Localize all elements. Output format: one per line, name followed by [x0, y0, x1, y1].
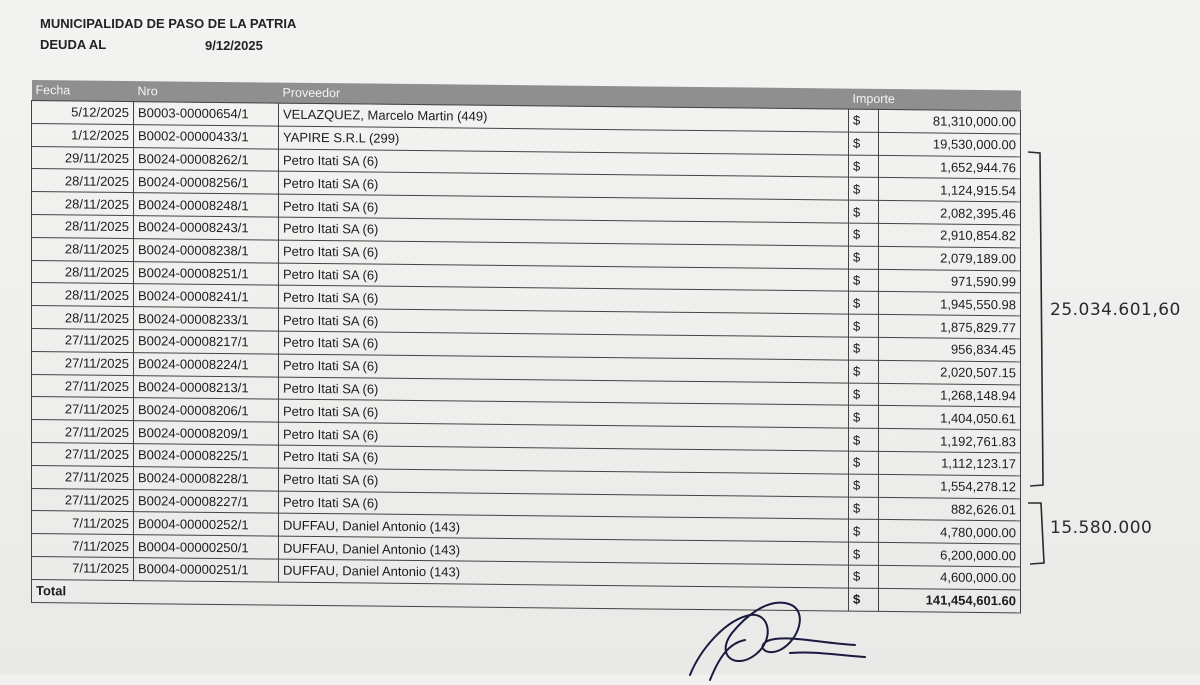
cell-currency: $: [849, 109, 879, 132]
cell-nro: B0004-00000250/1: [134, 535, 279, 559]
col-proveedor: Proveedor: [279, 83, 849, 109]
cell-importe: 1,404,050.61: [879, 406, 1021, 430]
cell-importe: 1,112,123.17: [879, 451, 1021, 475]
cell-fecha: 7/11/2025: [32, 534, 134, 558]
cell-fecha: 28/11/2025: [32, 214, 134, 238]
cell-importe: 6,200,000.00: [879, 543, 1021, 567]
cell-currency: $: [849, 314, 879, 337]
total-currency: $: [849, 588, 879, 611]
cell-fecha: 28/11/2025: [32, 169, 134, 193]
cell-nro: B0024-00008213/1: [134, 375, 279, 399]
cell-fecha: 27/11/2025: [32, 420, 134, 444]
cell-currency: $: [849, 497, 879, 520]
cell-importe: 882,626.01: [879, 497, 1021, 521]
cell-proveedor: Petro Itati SA (6): [279, 240, 849, 269]
cell-importe: 956,834.45: [879, 337, 1021, 361]
cell-proveedor: Petro Itati SA (6): [279, 194, 849, 223]
cell-currency: $: [849, 405, 879, 428]
cell-proveedor: Petro Itati SA (6): [279, 468, 849, 497]
cell-currency: $: [849, 246, 879, 269]
cell-fecha: 27/11/2025: [32, 397, 134, 421]
cell-proveedor: Petro Itati SA (6): [279, 149, 849, 178]
cell-currency: $: [849, 177, 879, 200]
cell-fecha: 29/11/2025: [32, 146, 134, 170]
cell-proveedor: DUFFAU, Daniel Antonio (143): [279, 513, 849, 542]
cell-fecha: 1/12/2025: [32, 123, 134, 147]
petro-subtotal-note: 25.034.601,60: [1050, 300, 1181, 320]
cell-nro: B0004-00000251/1: [134, 558, 279, 582]
cell-nro: B0024-00008227/1: [134, 489, 279, 513]
cell-proveedor: Petro Itati SA (6): [279, 399, 849, 428]
cell-currency: $: [849, 223, 879, 246]
cell-importe: 2,082,395.46: [879, 201, 1021, 225]
total-importe: 141,454,601.60: [879, 588, 1021, 612]
cell-importe: 2,020,507.15: [879, 360, 1021, 384]
cell-nro: B0024-00008251/1: [134, 261, 279, 285]
cell-proveedor: Petro Itati SA (6): [279, 171, 849, 200]
cell-fecha: 28/11/2025: [32, 260, 134, 284]
cell-currency: $: [849, 428, 879, 451]
cell-nro: B0024-00008217/1: [134, 330, 279, 354]
deuda-label: DEUDA AL: [40, 37, 107, 52]
cell-proveedor: DUFFAU, Daniel Antonio (143): [279, 559, 849, 588]
cell-currency: $: [849, 451, 879, 474]
cell-importe: 1,554,278.12: [879, 474, 1021, 498]
cell-nro: B0024-00008241/1: [134, 284, 279, 308]
cell-importe: 2,079,189.00: [879, 246, 1021, 270]
cell-proveedor: DUFFAU, Daniel Antonio (143): [279, 536, 849, 565]
cell-nro: B0002-00000433/1: [134, 124, 279, 148]
cell-fecha: 27/11/2025: [32, 351, 134, 375]
cell-nro: B0024-00008238/1: [134, 238, 279, 262]
cell-fecha: 7/11/2025: [32, 511, 134, 535]
cell-proveedor: Petro Itati SA (6): [279, 285, 849, 314]
cell-proveedor: Petro Itati SA (6): [279, 422, 849, 451]
cell-currency: $: [849, 132, 879, 155]
total-label: Total: [32, 579, 849, 610]
cell-nro: B0024-00008209/1: [134, 421, 279, 445]
cell-proveedor: Petro Itati SA (6): [279, 445, 849, 474]
cell-currency: $: [849, 269, 879, 292]
cell-fecha: 28/11/2025: [32, 306, 134, 330]
cell-proveedor: Petro Itati SA (6): [279, 308, 849, 337]
petro-bracket: [1028, 152, 1043, 486]
cell-fecha: 28/11/2025: [32, 192, 134, 216]
cell-proveedor: YAPIRE S.R.L (299): [279, 126, 849, 155]
cell-importe: 1,945,550.98: [879, 292, 1021, 316]
cell-nro: B0024-00008224/1: [134, 352, 279, 376]
cell-importe: 4,780,000.00: [879, 520, 1021, 544]
cell-importe: 2,910,854.82: [879, 223, 1021, 247]
cell-importe: 1,124,915.54: [879, 178, 1021, 202]
cell-nro: B0024-00008225/1: [134, 444, 279, 468]
col-nro: Nro: [134, 81, 279, 103]
cell-proveedor: Petro Itati SA (6): [279, 377, 849, 406]
cell-currency: $: [849, 474, 879, 497]
cell-importe: 971,590.99: [879, 269, 1021, 293]
signature: [670, 595, 930, 685]
duffau-bracket: [1028, 503, 1044, 564]
cell-fecha: 27/11/2025: [32, 374, 134, 398]
cell-proveedor: Petro Itati SA (6): [279, 263, 849, 292]
cell-currency: $: [849, 155, 879, 178]
cell-proveedor: Petro Itati SA (6): [279, 354, 849, 383]
cell-fecha: 5/12/2025: [32, 101, 134, 125]
deuda-date: 9/12/2025: [205, 38, 263, 53]
cell-nro: B0024-00008206/1: [134, 398, 279, 422]
cell-nro: B0024-00008256/1: [134, 170, 279, 194]
cell-importe: 1,652,944.76: [879, 155, 1021, 179]
cell-fecha: 27/11/2025: [32, 488, 134, 512]
cell-fecha: 27/11/2025: [32, 465, 134, 489]
cell-currency: $: [849, 337, 879, 360]
col-importe: Importe: [849, 89, 1021, 111]
col-fecha: Fecha: [32, 80, 134, 102]
cell-fecha: 28/11/2025: [32, 237, 134, 261]
cell-currency: $: [849, 200, 879, 223]
cell-currency: $: [849, 565, 879, 588]
cell-currency: $: [849, 542, 879, 565]
cell-currency: $: [849, 360, 879, 383]
cell-importe: 1,192,761.83: [879, 429, 1021, 453]
cell-importe: 4,600,000.00: [879, 565, 1021, 589]
cell-fecha: 7/11/2025: [32, 556, 134, 580]
cell-importe: 1,268,148.94: [879, 383, 1021, 407]
cell-proveedor: VELAZQUEZ, Marcelo Martin (449): [279, 103, 849, 132]
cell-importe: 1,875,829.77: [879, 315, 1021, 339]
cell-nro: B0024-00008248/1: [134, 193, 279, 217]
cell-importe: 19,530,000.00: [879, 132, 1021, 156]
cell-currency: $: [849, 383, 879, 406]
cell-nro: B0024-00008262/1: [134, 147, 279, 171]
cell-proveedor: Petro Itati SA (6): [279, 331, 849, 360]
cell-currency: $: [849, 519, 879, 542]
cell-fecha: 28/11/2025: [32, 283, 134, 307]
cell-fecha: 27/11/2025: [32, 328, 134, 352]
cell-nro: B0024-00008233/1: [134, 307, 279, 331]
cell-proveedor: Petro Itati SA (6): [279, 217, 849, 246]
organization-title: MUNICIPALIDAD DE PASO DE LA PATRIA: [40, 16, 297, 31]
cell-fecha: 27/11/2025: [32, 442, 134, 466]
cell-importe: 81,310,000.00: [879, 109, 1021, 133]
cell-nro: B0004-00000252/1: [134, 512, 279, 536]
cell-nro: B0024-00008243/1: [134, 216, 279, 240]
cell-currency: $: [849, 291, 879, 314]
duffau-subtotal-note: 15.580.000: [1050, 518, 1153, 538]
cell-proveedor: Petro Itati SA (6): [279, 491, 849, 520]
cell-nro: B0003-00000654/1: [134, 102, 279, 126]
cell-nro: B0024-00008228/1: [134, 466, 279, 490]
